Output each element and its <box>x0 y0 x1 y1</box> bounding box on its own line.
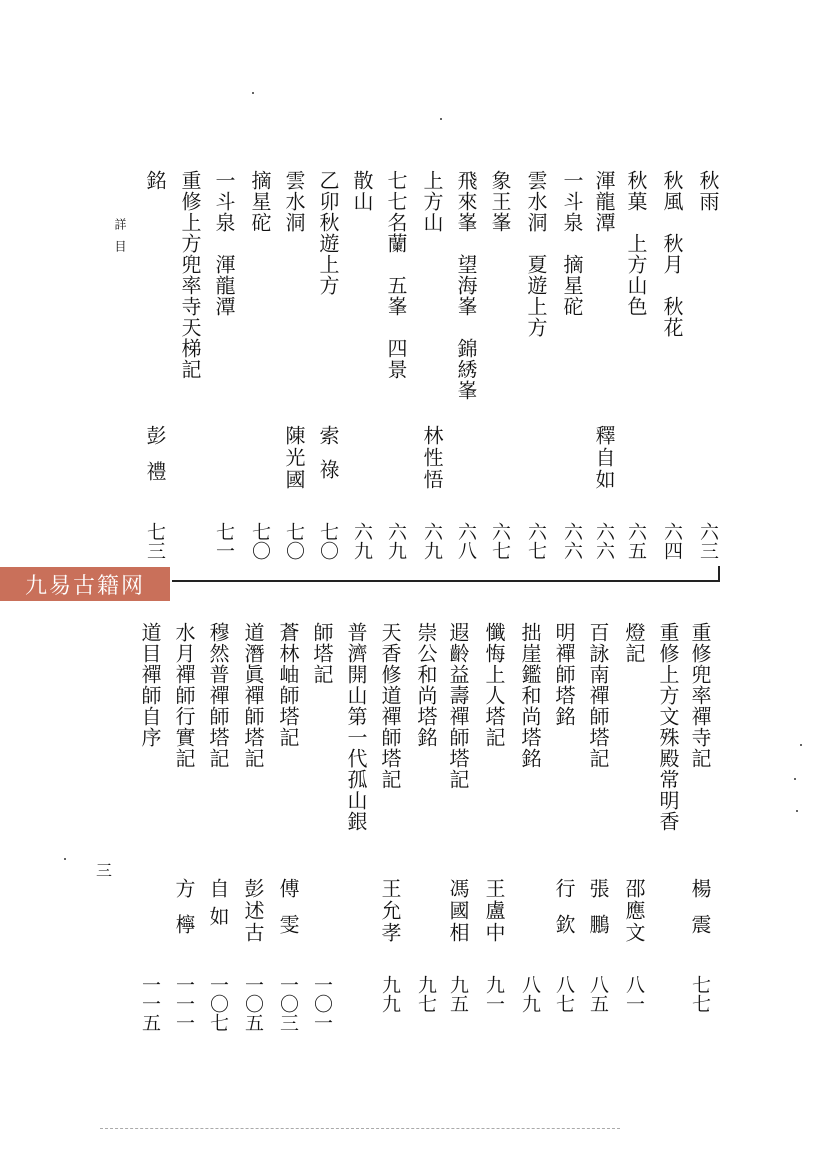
ink-speck <box>794 778 796 780</box>
entry-author: 索祿 <box>316 425 340 493</box>
toc-entry <box>180 170 200 380</box>
entry-title: 飛來峯 望海峯 錦綉峯 <box>454 170 478 401</box>
entry-title: 重修兜率禪寺記 <box>688 622 712 769</box>
entry-author: 王允孝 <box>378 878 402 944</box>
entry-page: 六九 <box>385 522 407 560</box>
entry-page: 六六 <box>561 522 583 560</box>
entry-title: 乙卯秋遊上方 <box>316 170 340 296</box>
toc-entry <box>318 170 338 296</box>
toc-entry <box>250 170 270 233</box>
entry-page: 六六 <box>593 522 615 560</box>
toc-entry <box>422 170 442 233</box>
entry-page: 九一 <box>483 975 505 1013</box>
section-divider <box>172 580 720 582</box>
toc-entry <box>662 170 682 338</box>
entry-page: 六七 <box>489 522 511 560</box>
ink-speck <box>800 744 802 746</box>
entry-title: 天香修道禪師塔記 <box>378 622 402 790</box>
entry-author: 釋自如 <box>592 425 616 491</box>
entry-page: 九七 <box>415 975 437 1013</box>
watermark-banner: 九易古籍网 <box>0 567 170 601</box>
toc-entry <box>526 170 546 338</box>
entry-author: 自如 <box>206 878 230 934</box>
entry-title: 懺悔上人塔記 <box>482 622 506 748</box>
entry-title: 雲水洞 夏遊上方 <box>524 170 548 338</box>
entry-title: 百詠南禪師塔記 <box>586 622 610 769</box>
ink-speck <box>796 810 798 812</box>
divider-tick <box>718 566 720 581</box>
entry-title: 一斗泉 渾龍潭 <box>212 170 236 317</box>
ink-speck <box>64 858 66 860</box>
entry-author: 彭禮 <box>143 425 167 497</box>
entry-page: 七七 <box>689 975 711 1013</box>
entry-title: 道目禪師自序 <box>138 622 162 748</box>
entry-title: 崇公和尚塔銘 <box>414 622 438 748</box>
entry-page: 八五 <box>587 975 609 1013</box>
entry-title: 遐齡益壽禪師塔記 <box>446 622 470 790</box>
ink-speck <box>252 92 254 94</box>
entry-title: 渾龍潭 <box>592 170 616 233</box>
entry-page: 六九 <box>421 522 443 560</box>
entry-title: 重修上方文殊殿常明香 <box>656 622 680 832</box>
entry-author: 邵應文 <box>622 878 646 944</box>
entry-page: 一〇三 <box>277 975 299 1032</box>
entry-page: 六五 <box>625 522 647 560</box>
entry-author: 方檸 <box>172 878 196 950</box>
entry-title: 拙崖鑑和尚塔銘 <box>518 622 542 769</box>
entry-page: 六三 <box>697 522 719 560</box>
entry-page: 六七 <box>525 522 547 560</box>
entry-page: 六四 <box>661 522 683 560</box>
toc-entry <box>352 170 372 212</box>
entry-author: 陳光國 <box>282 425 306 491</box>
entry-author: 張鵬 <box>586 878 610 950</box>
ink-speck <box>440 118 442 120</box>
entry-author: 馮國相 <box>446 878 470 944</box>
scan-edge <box>100 1128 620 1129</box>
entry-title: 秋風 秋月 秋花 <box>660 170 684 338</box>
toc-entry <box>594 170 614 233</box>
entry-title: 穆然普禪師塔記 <box>206 622 230 769</box>
toc-entry <box>626 170 646 317</box>
entry-author: 王盧中 <box>482 878 506 944</box>
entry-author: 傅雯 <box>276 878 300 950</box>
entry-title: 師塔記 <box>310 622 334 685</box>
entry-page: 七三 <box>144 522 166 560</box>
entry-title: 象王峯 <box>488 170 512 233</box>
toc-entry <box>386 170 406 380</box>
entry-title: 明禪師塔銘 <box>552 622 576 727</box>
page-number: 三 <box>96 861 113 880</box>
entry-page: 七〇 <box>317 522 339 560</box>
entry-title: 上方山 <box>420 170 444 233</box>
section-header-label: 詳目 <box>113 218 127 262</box>
entry-title: 道潛眞禪師塔記 <box>241 622 265 769</box>
entry-title: 燈記 <box>622 622 646 664</box>
entry-page: 九九 <box>379 975 401 1013</box>
toc-entry <box>562 170 582 317</box>
entry-title: 摘星砣 <box>248 170 272 233</box>
entry-title: 一斗泉 摘星砣 <box>560 170 584 317</box>
toc-entry <box>456 170 476 401</box>
entry-page: 八九 <box>519 975 541 1013</box>
entry-title: 水月禪師行實記 <box>172 622 196 769</box>
entry-author: 林性悟 <box>420 425 444 491</box>
entry-title: 秋雨 <box>696 170 720 212</box>
entry-title: 秋菓 上方山色 <box>624 170 648 317</box>
toc-entry <box>490 170 510 233</box>
entry-author: 行欽 <box>552 878 576 950</box>
entry-page: 八一 <box>623 975 645 1013</box>
entry-page: 一〇五 <box>242 975 264 1032</box>
entry-title: 雲水洞 <box>282 170 306 233</box>
entry-title: 蒼林岫師塔記 <box>276 622 300 748</box>
entry-page: 八七 <box>553 975 575 1013</box>
toc-entry <box>284 170 304 233</box>
entry-page: 六八 <box>455 522 477 560</box>
entry-page: 一一一 <box>173 975 195 1032</box>
entry-author: 楊震 <box>688 878 712 950</box>
entry-author: 彭述古 <box>241 878 265 944</box>
entry-title: 七七名蘭 五峯 四景 <box>384 170 408 380</box>
entry-title: 重修上方兜率寺天梯記 <box>178 170 202 380</box>
entry-page: 一一五 <box>139 975 161 1032</box>
entry-page: 六九 <box>351 522 373 560</box>
entry-title: 散山 <box>350 170 374 212</box>
toc-entry <box>698 170 718 212</box>
entry-page: 七一 <box>213 522 235 560</box>
toc-entry <box>214 170 234 317</box>
entry-title: 銘 <box>143 170 167 191</box>
entry-title: 普濟開山第一代孤山銀 <box>344 622 368 832</box>
entry-page: 九五 <box>447 975 469 1013</box>
entry-page: 一〇七 <box>207 975 229 1032</box>
entry-page: 七〇 <box>249 522 271 560</box>
entry-page: 一〇一 <box>311 975 333 1032</box>
entry-page: 七〇 <box>283 522 305 560</box>
toc-entry <box>145 170 165 191</box>
